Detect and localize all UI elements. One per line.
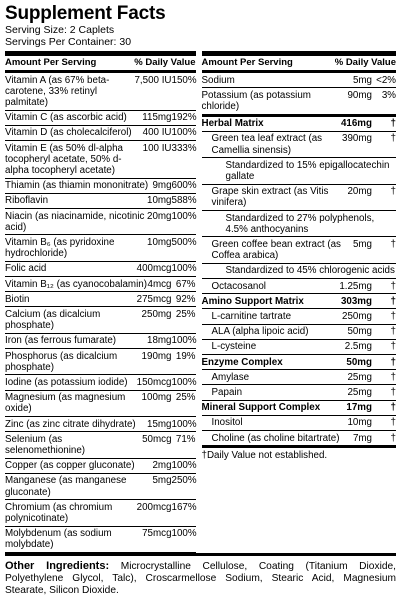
right-column [202, 51, 396, 553]
daily-value-percent: † [390, 310, 396, 322]
nutrient-row [202, 279, 396, 294]
bottom-rule [5, 553, 396, 556]
serving-size: Serving Size: 2 Caplets [5, 24, 115, 36]
daily-value-percent: <2% [376, 74, 396, 86]
daily-value-percent: † [390, 238, 396, 250]
daily-value-percent: † [390, 417, 396, 429]
nutrient-amount: 250mg [141, 308, 172, 320]
servings-per-container: Servings Per Container: 30 [5, 36, 132, 48]
daily-value-percent: † [390, 432, 396, 444]
nutrient-name: Thiamin (as thiamin mononitrate) [5, 180, 149, 192]
daily-value-percent: 25% [175, 392, 196, 404]
nutrient-name: Octacosanol [211, 280, 266, 292]
nutrient-amount: 100 IU [142, 142, 172, 154]
nutrient-amount: 200mcg [136, 501, 172, 513]
nutrient-amount: 5mg [152, 475, 172, 487]
daily-value-percent: † [390, 386, 396, 398]
nutrient-row [5, 235, 196, 261]
daily-value-percent: 192% [171, 112, 197, 124]
nutrient-amount: 303mg [340, 295, 372, 307]
nutrient-row [202, 340, 396, 355]
daily-value-percent: † [390, 371, 396, 383]
nutrient-name: Choline (as choline bitartrate) [211, 432, 340, 444]
nutrient-amount: 100mg [141, 392, 172, 404]
nutrient-name: Vitamin B₆ (as pyridoxine hydrochloride) [5, 236, 115, 260]
daily-value-percent: 100% [171, 528, 197, 540]
nutrient-row [202, 309, 396, 324]
nutrient-row [5, 391, 196, 417]
daily-value-percent: † [390, 295, 396, 307]
nutrient-amount: 2.5mg [344, 341, 372, 353]
nutrient-row [202, 431, 396, 448]
daily-value-percent: † [390, 326, 396, 338]
nutrient-row [5, 527, 196, 553]
nutrient-row [5, 179, 196, 194]
daily-value-percent: 19% [175, 350, 196, 362]
daily-value-percent: 600% [171, 180, 197, 192]
nutrient-name: Folic acid [5, 263, 47, 275]
nutrient-amount: 10mg [147, 236, 172, 248]
nutrient-amount: 20mg [147, 210, 172, 222]
nutrient-name: Green tea leaf extract (as Camellia sinensis) [211, 133, 323, 156]
nutrient-name: Molybdenum (as sodium molybdate) [5, 528, 112, 551]
daily-value-percent: † [390, 118, 396, 130]
daily-value-percent: 150% [171, 74, 197, 86]
nutrient-name: Vitamin E (as 50% dl-alpha tocopheryl acetate, 50% d-alpha tocopheryl acetate) [5, 142, 123, 176]
nutrient-name: Amino Support Matrix [201, 295, 304, 307]
nutrient-amount: 50mg [346, 356, 372, 368]
nutrient-name: Manganese (as manganese gluconate) [5, 475, 127, 498]
nutrient-row [202, 237, 396, 263]
standardization-text: Standardized to 15% epigallocatechin gallate [225, 159, 390, 182]
nutrient-amount: 5mg [352, 238, 372, 250]
nutrient-row [202, 385, 396, 400]
nutrient-columns [5, 51, 396, 553]
nutrient-name: ALA (alpha lipoic acid) [211, 326, 309, 338]
nutrient-amount: 250mg [342, 310, 372, 322]
nutrient-row [5, 417, 196, 432]
nutrient-amount: 150mcg [136, 376, 172, 388]
nutrient-name: Vitamin D (as cholecalciferol) [5, 127, 132, 139]
nutrient-name: Biotin [5, 293, 30, 305]
nutrient-amount: 90mg [347, 89, 372, 101]
nutrient-amount: 25mg [347, 371, 372, 383]
nutrient-name: Copper (as copper gluconate) [5, 460, 135, 472]
nutrient-row [5, 277, 196, 292]
nutrient-row [5, 126, 196, 141]
nutrient-amount: 275mcg [136, 293, 172, 305]
nutrient-name: Green coffee bean extract (as Coffea arabica) [211, 238, 341, 262]
daily-value-percent: 92% [175, 293, 196, 305]
nutrient-name: Vitamin C (as ascorbic acid) [5, 112, 127, 124]
nutrient-name: Potassium (as potassium chloride) [201, 89, 311, 112]
daily-value-percent: 588% [171, 195, 197, 207]
daily-value-percent: 100% [171, 376, 197, 388]
section-row [202, 294, 396, 309]
left-column-header [5, 51, 196, 73]
nutrient-amount: 75mcg [142, 528, 172, 540]
nutrient-row [202, 325, 396, 340]
nutrient-row [5, 292, 196, 307]
nutrient-row [5, 334, 196, 349]
other-ingredients-label: Other Ingredients: [5, 560, 110, 573]
daily-value-percent: 67% [175, 278, 196, 290]
nutrient-amount: 10mg [347, 417, 372, 429]
nutrient-row [5, 209, 196, 235]
daily-value-percent: 167% [171, 501, 197, 513]
daily-value-percent: † [390, 341, 396, 353]
nutrient-row [5, 307, 196, 333]
daily-value-percent: † [390, 402, 396, 414]
nutrient-row [202, 88, 396, 116]
nutrient-amount: 25mg [347, 386, 372, 398]
daily-value-percent: † [390, 280, 396, 292]
daily-value-percent: 100% [171, 460, 197, 472]
daily-value-percent: 25% [175, 308, 196, 320]
nutrient-name: Grape skin extract (as Vitis vinifera) [211, 186, 329, 209]
nutrient-amount: 190mg [141, 350, 172, 362]
daily-value-percent: 100% [171, 210, 197, 222]
nutrient-name: Riboflavin [5, 195, 49, 207]
nutrient-row [202, 73, 396, 88]
nutrient-row [5, 111, 196, 126]
nutrient-amount: 20mg [347, 186, 372, 198]
nutrient-row [5, 500, 196, 526]
daily-value-percent: 500% [171, 236, 197, 248]
daily-value-percent: 100% [171, 335, 197, 347]
daily-value-header: % Daily Value [334, 57, 396, 68]
nutrient-amount: 5mg [352, 74, 372, 86]
nutrient-amount: 10mg [147, 195, 172, 207]
daily-value-percent: 100% [171, 127, 197, 139]
nutrient-amount: 390mg [342, 133, 372, 145]
right-column-header [202, 51, 396, 73]
nutrient-name: L-carnitine tartrate [211, 310, 292, 322]
nutrient-amount: 400 IU [142, 127, 172, 139]
daily-value-percent: 250% [171, 475, 197, 487]
nutrient-name: Zinc (as zinc citrate dihydrate) [5, 418, 136, 430]
left-column [5, 51, 196, 553]
nutrient-amount: 2mg [152, 460, 172, 472]
nutrient-name: Vitamin B₁₂ (as cyanocobalamin) [5, 278, 147, 290]
nutrient-row [5, 73, 196, 111]
daily-value-percent: † [390, 186, 396, 198]
daily-value-percent: 100% [171, 418, 197, 430]
section-row [202, 355, 396, 370]
nutrient-name: L-cysteine [211, 341, 257, 353]
nutrient-amount: 416mg [340, 118, 372, 130]
nutrient-amount: 7mg [352, 432, 372, 444]
nutrient-amount: 50mg [347, 326, 372, 338]
daily-value-percent: 100% [171, 263, 197, 275]
nutrient-amount: 17mg [346, 402, 372, 414]
standardization-note [202, 211, 396, 237]
nutrient-amount: 7,500 IU [134, 74, 172, 86]
other-ingredients-text: Microcrystalline Cellulose, Coating (Titanium Dioxide, Polyethylene Glycol, Talc), Croscarmellose Sodium, Stearic Acid, Magnesium Stearate, Silicon Dioxide. [5, 561, 396, 597]
nutrient-name: Chromium (as chromium polynicotinate) [5, 501, 113, 524]
nutrient-row [202, 416, 396, 431]
nutrient-name: Enzyme Complex [201, 356, 283, 368]
nutrient-name: Iodine (as potassium iodide) [5, 376, 128, 388]
nutrient-row [202, 370, 396, 385]
daily-value-percent: 333% [171, 142, 197, 154]
nutrient-name: Vitamin A (as 67% beta-carotene, 33% retinyl palmitate) [5, 74, 110, 108]
standardization-note [202, 264, 396, 279]
nutrient-amount: 4mcg [147, 278, 172, 290]
nutrient-amount: 9mg [152, 180, 172, 192]
nutrient-row [5, 262, 196, 277]
nutrient-row [5, 432, 196, 458]
standardization-note [202, 158, 396, 184]
nutrient-row [202, 132, 396, 158]
nutrient-name: Niacin (as niacinamide, nicotinic acid) [5, 210, 145, 233]
daily-value-percent: 71% [175, 433, 196, 445]
daily-value-percent: † [390, 356, 396, 368]
nutrient-row [5, 459, 196, 474]
standardization-text: Standardized to 45% chlorogenic acids [225, 265, 395, 277]
daily-value-header: % Daily Value [134, 57, 196, 68]
nutrient-name: Magnesium (as magnesium oxide) [5, 392, 126, 415]
nutrient-name: Phosphorus (as dicalcium phosphate) [5, 350, 118, 373]
nutrient-name: Iron (as ferrous fumarate) [5, 335, 117, 347]
nutrient-name: Inositol [211, 417, 243, 429]
nutrient-row [202, 185, 396, 211]
nutrient-row [5, 375, 196, 390]
standardization-text: Standardized to 27% polyphenols, 4.5% anthocyanins [225, 212, 375, 235]
section-row [202, 401, 396, 416]
nutrient-amount: 400mcg [136, 263, 172, 275]
daily-value-percent: 3% [381, 89, 396, 101]
nutrient-name: Herbal Matrix [201, 118, 264, 130]
nutrient-name: Papain [211, 386, 243, 398]
nutrient-amount: 115mg [142, 112, 172, 124]
nutrient-name: Calcium (as dicalcium phosphate) [5, 308, 101, 332]
nutrient-name: Mineral Support Complex [201, 402, 321, 414]
section-row [202, 117, 396, 132]
nutrient-amount: 18mg [147, 335, 172, 347]
nutrient-name: Selenium (as selenomethionine) [5, 433, 86, 456]
nutrient-row [5, 349, 196, 375]
nutrient-name: Amylase [211, 371, 250, 383]
nutrient-row [5, 474, 196, 500]
amount-per-serving-header: Amount Per Serving [201, 57, 293, 68]
amount-per-serving-header: Amount Per Serving [5, 57, 97, 68]
nutrient-amount: 50mcg [142, 433, 172, 445]
label-title: Supplement Facts [5, 3, 166, 24]
nutrient-amount: 1.25mg [339, 280, 372, 292]
daily-value-percent: † [390, 133, 396, 145]
nutrient-row [5, 141, 196, 179]
nutrient-amount: 15mg [147, 418, 172, 430]
daily-value-footnote: †Daily Value not established. [201, 450, 328, 462]
nutrient-name: Sodium [201, 74, 235, 86]
nutrient-row [5, 194, 196, 209]
other-ingredients [5, 560, 396, 597]
